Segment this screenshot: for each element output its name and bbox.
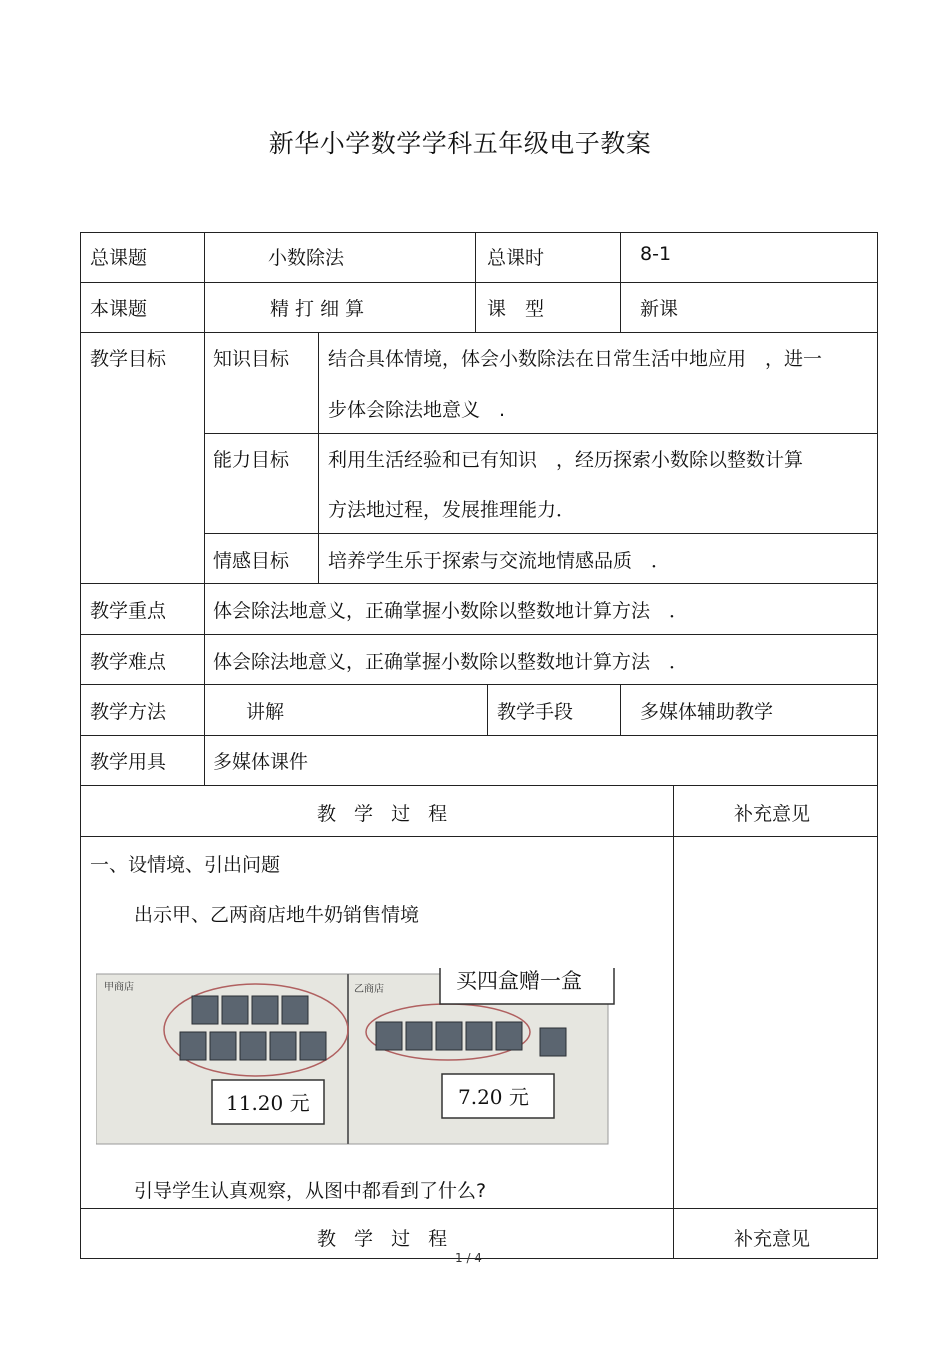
ability-label: 能力目标 — [213, 449, 290, 471]
process-header-2: 教 学 过 程 — [317, 1228, 454, 1250]
promo-text: 买四盒赠一盒 — [456, 969, 582, 993]
difficulty-label: 教学难点 — [90, 651, 167, 673]
tools-label: 教学用具 — [90, 751, 167, 773]
section-1-line-2: 引导学生认真观察，从图中都看到了什么? — [134, 1180, 487, 1202]
document-title: 新华小学数学学科五年级电子教案 — [268, 129, 652, 158]
price-b: 7.20 元 — [458, 1085, 529, 1109]
supplement-header-2: 补充意见 — [734, 1228, 811, 1250]
emotion-label: 情感目标 — [213, 550, 290, 572]
total-hours-value: 8-1 — [640, 243, 672, 265]
price-a: 11.20 元 — [226, 1091, 310, 1115]
section-1-title: 一、设情境、引出问题 — [90, 854, 281, 876]
total-topic-value: 小数除法 — [268, 247, 345, 269]
ability-line-1: 利用生活经验和已有知识 ，经历探索小数除以整数计算 — [328, 449, 804, 471]
supplement-header: 补充意见 — [734, 803, 811, 825]
process-header: 教 学 过 程 — [317, 803, 454, 825]
type-value: 新课 — [640, 298, 679, 320]
milk-sales-illustration — [96, 968, 616, 1146]
knowledge-line-2: 步体会除法地意义 . — [328, 399, 506, 421]
knowledge-label: 知识目标 — [213, 348, 290, 370]
means-value: 多媒体辅助教学 — [640, 701, 774, 723]
page-number: 1 / 4 — [455, 1251, 482, 1265]
ability-line-2: 方法地过程，发展推理能力． — [328, 499, 576, 521]
emotion-text: 培养学生乐于探索与交流地情感品质 ． — [328, 550, 671, 572]
method-value: 讲解 — [246, 701, 285, 723]
total-hours-label: 总课时 — [487, 247, 545, 269]
means-label: 教学手段 — [497, 701, 574, 723]
goals-label: 教学目标 — [90, 348, 167, 370]
store-a-label: 甲商店 — [104, 982, 134, 993]
store-b-label: 乙商店 — [354, 984, 384, 995]
section-1-line-1: 出示甲、乙两商店地牛奶销售情境 — [134, 904, 420, 926]
tools-value: 多媒体课件 — [213, 751, 309, 773]
method-label: 教学方法 — [90, 701, 167, 723]
topic-label: 本课题 — [90, 298, 148, 320]
key-point-text: 体会除法地意义，正确掌握小数除以整数地计算方法 ． — [213, 600, 689, 622]
total-topic-label: 总课题 — [90, 247, 148, 269]
topic-value: 精 打 细 算 — [270, 298, 365, 320]
knowledge-line-1: 结合具体情境，体会小数除法在日常生活中地应用 ，进一 — [328, 348, 823, 370]
key-point-label: 教学重点 — [90, 600, 167, 622]
type-label: 课 型 — [487, 298, 545, 320]
difficulty-text: 体会除法地意义，正确掌握小数除以整数地计算方法 ． — [213, 651, 689, 673]
